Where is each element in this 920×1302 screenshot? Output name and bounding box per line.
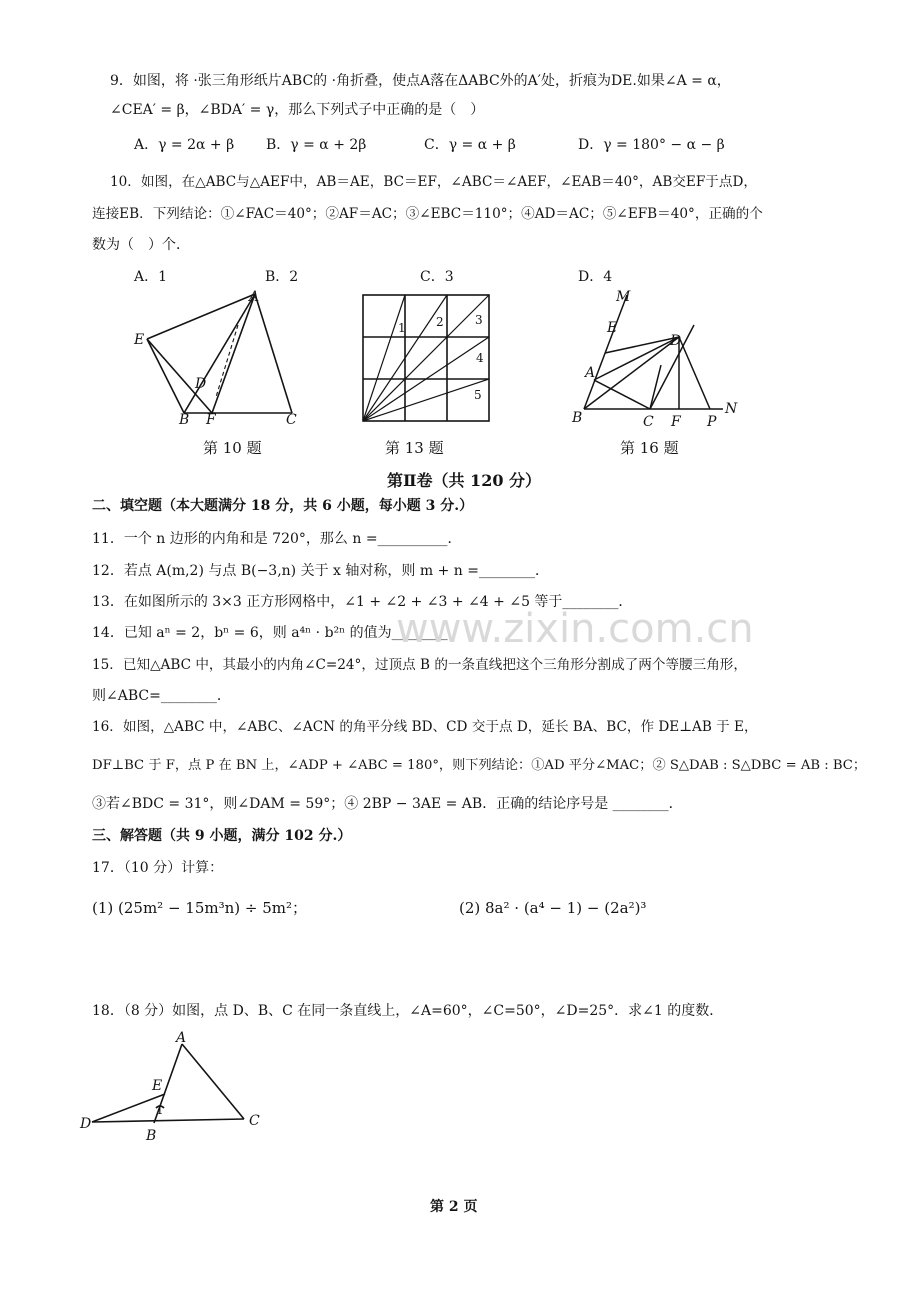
figure-q18: [76, 1022, 276, 1147]
q13-text: 13．在如图所示的 3×3 正方形网格中，∠1 + ∠2 + ∠3 + ∠4 + ∠5 等于________．: [92, 594, 633, 610]
fig10-label-c: C: [286, 412, 297, 428]
q17-sub2: (2) 8a² · (a⁴ − 1) − (2a²)³: [459, 899, 647, 917]
fig16-label-b: B: [572, 410, 583, 426]
q15-line1: 15．已知△ABC 中，其最小的内角∠C=24°，过顶点 B 的一条直线把这个三角形分割成了两个等腰三角形，: [92, 657, 747, 673]
fig16-label-p: P: [707, 414, 717, 430]
fig18-label-e: E: [152, 1078, 163, 1094]
q16-line1: 16．如图，△ABC 中，∠ABC、∠ACN 的角平分线 BD、CD 交于点 D，延长 BA、BC，作 DE⊥AB 于 E，: [92, 719, 758, 735]
fig10-label-f: F: [206, 412, 216, 428]
fig10-label-a: A: [249, 289, 260, 305]
q10-option-d: D．4: [578, 269, 613, 285]
fig13-label-1: 1: [398, 321, 406, 335]
section2-title: 第Ⅱ卷（共 120 分）: [387, 471, 542, 490]
fig13-label-5: 5: [474, 388, 482, 402]
figure-q16: [565, 285, 745, 430]
q10-line1: 10．如图，在△ABC与△AEF中，AB＝AE，BC＝EF，∠ABC＝∠AEF，∠EAB＝40°，AB交EF于点D，: [110, 174, 757, 190]
fig16-label-e: E: [607, 320, 618, 336]
q12-text: 12．若点 A(m,2) 与点 B(−3,n) 关于 x 轴对称，则 m + n =________．: [92, 563, 549, 579]
figure-q10: [120, 285, 310, 430]
q10-option-b: B．2: [265, 269, 299, 285]
q11-text: 11．一个 n 边形的内角和是 720°，那么 n =__________．: [92, 531, 462, 547]
fig13-label-4: 4: [476, 351, 484, 365]
q9-line2: ∠CEA′ = β，∠BDA′ = γ，那么下列式子中正确的是（ ）: [110, 102, 485, 118]
q18-text: 18．（8 分）如图，点 D、B、C 在同一条直线上，∠A=60°，∠C=50°，∠D=25°．求∠1 的度数．: [92, 1003, 724, 1019]
q16-line3: ③若∠BDC = 31°，则∠DAM = 59°；④ 2BP − 3AE = AB．正确的结论序号是 ________．: [92, 796, 683, 812]
q9-option-a: A．γ = 2α + β: [134, 137, 235, 153]
fig18-label-d: D: [80, 1116, 92, 1132]
fig16-label-m: M: [616, 289, 631, 305]
watermark: www.zixin.com.cn: [396, 606, 754, 652]
fig18-label-1: 1: [156, 1103, 164, 1117]
part3-heading: 三、解答题（共 9 小题，满分 102 分.）: [92, 828, 352, 844]
fig10-label-d: D: [195, 376, 207, 392]
fig16-label-n: N: [725, 401, 738, 417]
fig18-label-a: A: [176, 1030, 187, 1046]
q15-line2: 则∠ABC=________．: [92, 688, 231, 704]
fig13-label-3: 3: [475, 313, 483, 327]
q10-line3: 数为（ ）个．: [92, 237, 190, 253]
figure-q13: [360, 292, 492, 424]
q16-line2: DF⊥BC 于 F，点 P 在 BN 上，∠ADP + ∠ABC = 180°，则下列结论：①AD 平分∠MAC；② S△DAB : S△DBC = AB : BC；: [92, 758, 867, 773]
q9-option-c: C．γ = α + β: [424, 137, 516, 153]
q9-line1: 9．如图，将 ·张三角形纸片ABC的 ·角折叠，使点A落在ΔABC外的A′处，折痕为DE.如果∠A = α，: [110, 73, 731, 89]
q17-title: 17．（10 分）计算：: [92, 860, 224, 876]
fig16-label-f: F: [671, 414, 681, 430]
part2-heading: 二、填空题（本大题满分 18 分，共 6 小题，每小题 3 分.）: [92, 498, 474, 514]
fig16-label-c: C: [643, 414, 654, 430]
page-footer: 第 2 页: [430, 1199, 478, 1215]
fig13-label-2: 2: [436, 315, 444, 329]
caption-q13: 第 13 题: [385, 439, 444, 457]
fig16-label-a: A: [585, 365, 596, 381]
fig10-label-e: E: [134, 332, 145, 348]
caption-q16: 第 16 题: [620, 439, 679, 457]
q10-option-a: A．1: [134, 269, 168, 285]
q14-text: 14．已知 aⁿ = 2，bⁿ = 6，则 a⁴ⁿ · b²ⁿ 的值为________．: [92, 625, 462, 641]
q9-option-d: D．γ = 180° − α − β: [578, 137, 725, 153]
fig18-label-b: B: [146, 1128, 157, 1144]
q17-sub1: (1) (25m² − 15m³n) ÷ 5m²；: [92, 899, 308, 917]
fig16-label-d: D: [670, 333, 682, 349]
caption-q10: 第 10 题: [203, 439, 262, 457]
q10-option-c: C．3: [420, 269, 454, 285]
q10-line2: 连接EB．下列结论：①∠FAC＝40°；②AF＝AC；③∠EBC＝110°；④AD＝AC；⑤∠EFB＝40°，正确的个: [92, 206, 763, 222]
q9-option-b: B．γ = α + 2β: [266, 137, 367, 153]
fig10-label-b: B: [179, 412, 190, 428]
fig18-label-c: C: [249, 1113, 260, 1129]
